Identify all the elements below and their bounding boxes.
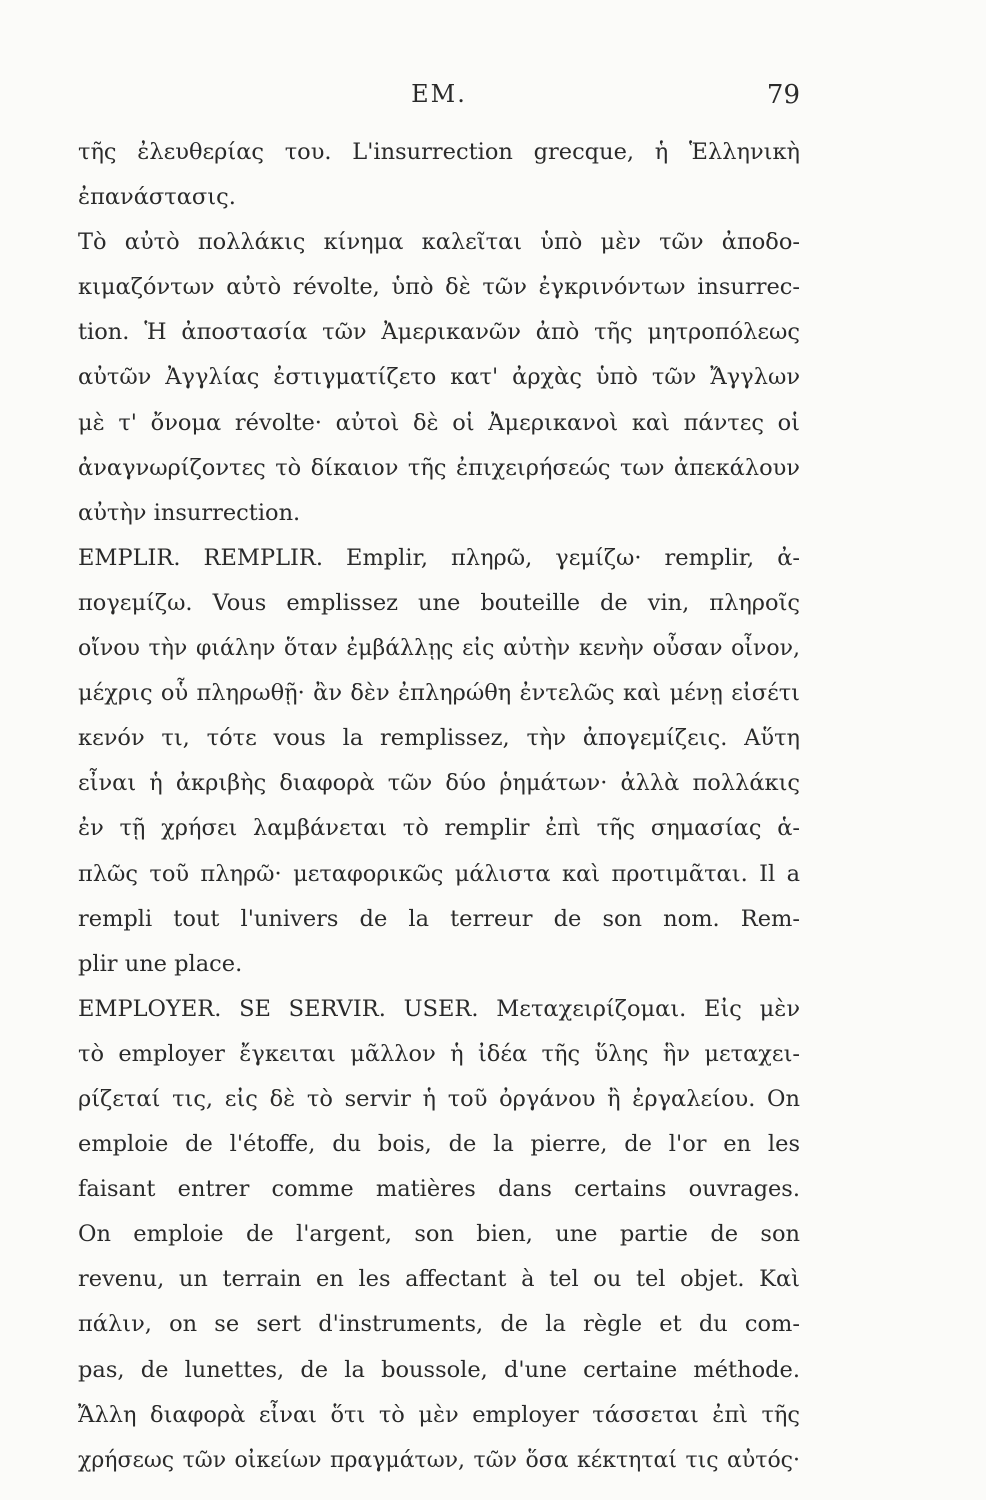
text-line: EMPLOYER. SE SERVIR. USER. Μεταχειρίζομαι. Εἰς μὲν (78, 995, 800, 1022)
text-line: EMPLIR. REMPLIR. Emplir, πληρῶ, γεμίζω· remplir, ἀ- (78, 544, 800, 571)
text-line: κενόν τι, τότε vous la remplissez, τὴν ἀπογεμίζεις. Αὕτη (78, 725, 800, 752)
text-line: πάλιν, on se sert d'instruments, de la règle et du com- (78, 1311, 800, 1338)
text-line: emploie de l'étoffe, du bois, de la pierre, de l'or en les (78, 1131, 800, 1158)
text-line: τὸ employer ἔγκειται μᾶλλον ἡ ἰδέα τῆς ὕλης ἣν μεταχει- (78, 1040, 800, 1067)
text-line: ἀναγνωρίζοντες τὸ δίκαιον τῆς ἐπιχειρήσεώς των ἀπεκάλουν (78, 454, 800, 481)
text-line: κιμαζόντων αὐτὸ révolte, ὑπὸ δὲ τῶν ἐγκρινόντων insurrec- (78, 274, 800, 301)
text-line: πογεμίζω. Vous emplissez une bouteille de vin, πληροῖς (78, 589, 800, 616)
text-line: εἶναι ἡ ἀκριβὴς διαφορὰ τῶν δύο ῥημάτων· ἀλλὰ πολλάκις (78, 770, 800, 797)
text-line: πλῶς τοῦ πληρῶ· μεταφορικῶς μάλιστα καὶ προτιμᾶται. Il a (78, 860, 800, 887)
text-line: αὐτῶν Ἀγγλίας ἐστιγματίζετο κατ' ἀρχὰς ὑπὸ τῶν Ἄγγλων (78, 364, 800, 391)
text-line: Ἄλλη διαφορὰ εἶναι ὅτι τὸ μὲν employer τάσσεται ἐπὶ τῆς (78, 1401, 800, 1428)
text-line: ἐν τῇ χρήσει λαμβάνεται τὸ remplir ἐπὶ τῆς σημασίας ἁ- (78, 815, 800, 842)
text-line: tion. Ἡ ἀποστασία τῶν Ἀμερικανῶν ἀπὸ τῆς μητροπόλεως (78, 319, 800, 346)
text-line: οἴνου τὴν φιάλην ὅταν ἐμβάλλῃς εἰς αὐτὴν κενὴν οὖσαν οἶνον, (78, 636, 800, 662)
page-number: 79 (766, 80, 800, 110)
text-line: plir une place. (78, 950, 243, 977)
text-line: ἐπανάστασις. (78, 184, 236, 211)
body-text (78, 130, 800, 1483)
text-line: faisant entrer comme matières dans certains ouvrages. (78, 1176, 800, 1203)
text-line: τῆς ἐλευθερίας του. L'insurrection grecque, ἡ Ἑλληνικὴ (78, 139, 800, 165)
text-line: Τὸ αὐτὸ πολλάκις κίνημα καλεῖται ὑπὸ μὲν τῶν ἀποδο- (78, 229, 800, 256)
text-line: αὐτὴν insurrection. (78, 499, 301, 526)
text-line: On emploie de l'argent, son bien, une partie de son (78, 1221, 800, 1248)
text-line: ρίζεταί τις, εἰς δὲ τὸ servir ἡ τοῦ ὀργάνου ἢ ἐργαλείου. On (78, 1085, 800, 1112)
text-line: rempli tout l'univers de la terreur de son nom. Rem- (78, 905, 800, 932)
text-line: μὲ τ' ὄνομα révolte· αὐτοὶ δὲ οἱ Ἀμερικανοὶ καὶ πάντες οἱ (78, 409, 800, 436)
text-line: χρήσεως τῶν οἰκείων πραγμάτων, τῶν ὅσα κέκτηταί τις αὐτός· (78, 1447, 800, 1473)
running-head: EM. (411, 80, 467, 108)
text-line: pas, de lunettes, de la boussole, d'une certaine méthode. (78, 1356, 800, 1383)
text-line: revenu, un terrain en les affectant à tel ou tel objet. Καὶ (78, 1266, 800, 1293)
page-header (78, 80, 800, 120)
text-line: μέχρις οὗ πληρωθῇ· ἂν δὲν ἐπληρώθη ἐντελῶς καὶ μένῃ εἰσέτι (78, 680, 800, 707)
